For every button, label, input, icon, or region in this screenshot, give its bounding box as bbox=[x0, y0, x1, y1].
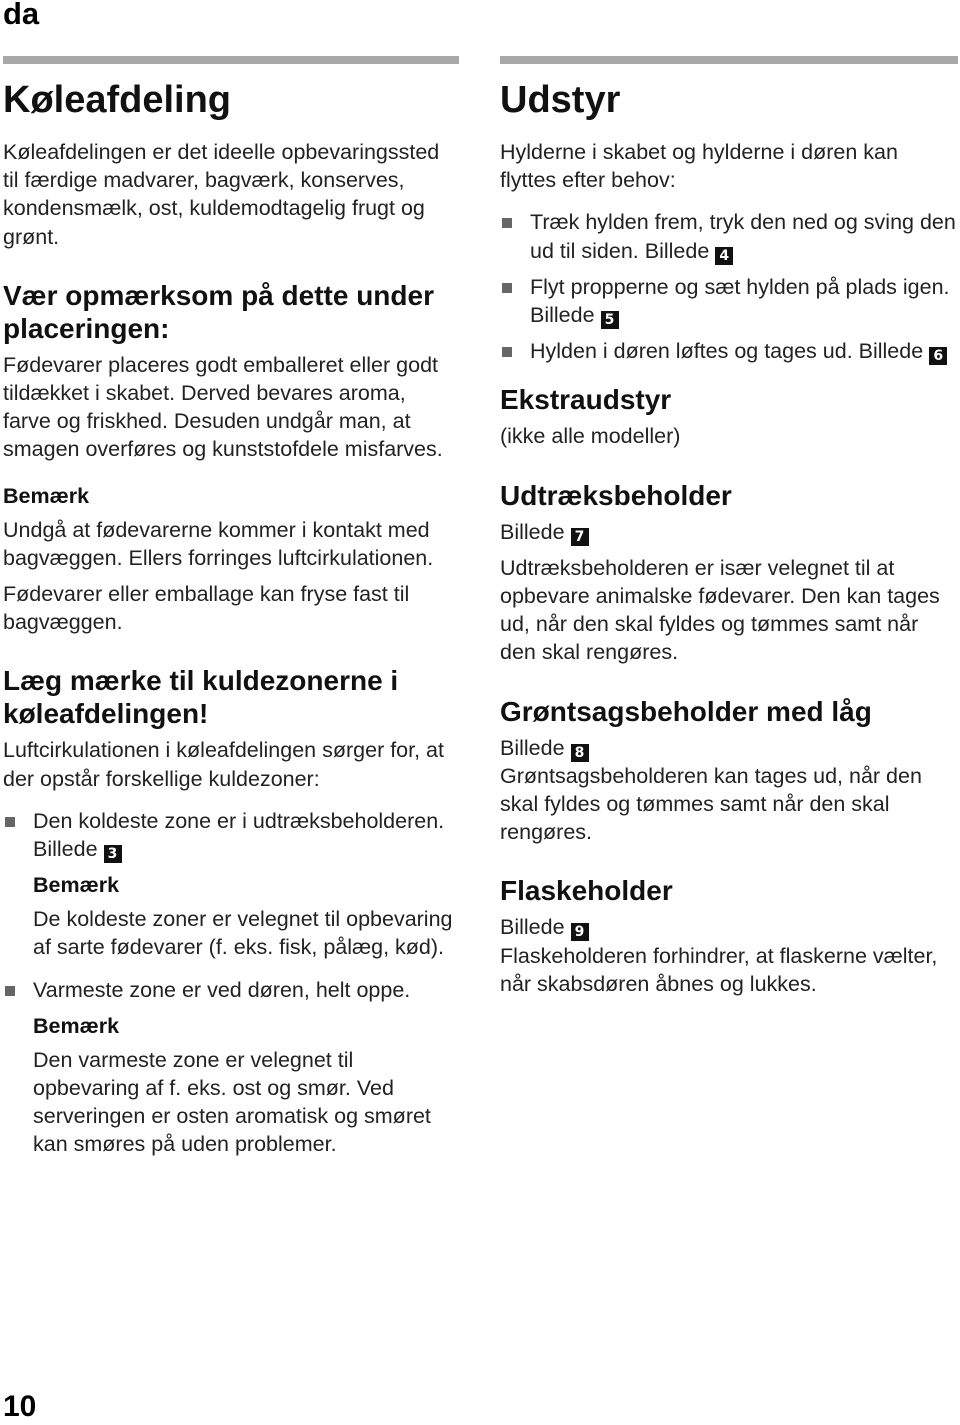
placement-paragraph: Fødevarer placeres godt emballeret eller godt tildækket i skabet. Derved bevares aroma, farve og friskhed. Desuden undgår man, at smagen overføres og kunststofdele misfarves. bbox=[3, 352, 443, 462]
zones-intro: Luftcirkulationen i køleafdelingen sørger for, at der opstår forskellige kuldezoner: bbox=[3, 738, 444, 791]
udstyr-intro: Hylderne i skabet og hylderne i døren kan flyttes efter behov: bbox=[500, 140, 898, 193]
extra-subtitle: (ikke alle modeller) bbox=[500, 424, 681, 449]
square-bullet-icon bbox=[502, 218, 512, 228]
left-column bbox=[3, 56, 459, 1159]
intro-paragraph: Køleafdelingen er det ideelle opbevaringssted til færdige madvarer, bagværk, konserves, kondensmælk, ost, kuldemodtagelig frugt og grønt. bbox=[3, 140, 440, 249]
zone-text: Den koldeste zone er i udtræksbeholderen. Billede bbox=[33, 808, 445, 862]
zone-note bbox=[3, 871, 459, 961]
step-text: Træk hylden frem, tryk den ned og sving den ud til siden. Billede bbox=[530, 210, 956, 263]
heading-extra-equipment: Ekstraudstyr bbox=[500, 384, 672, 416]
right-column bbox=[500, 56, 958, 998]
figure-number-badge: 8 bbox=[571, 744, 589, 762]
square-bullet-icon bbox=[5, 817, 15, 827]
heading-drawer: Udtræksbeholder bbox=[500, 479, 732, 511]
note-label: Bemærk bbox=[3, 483, 90, 508]
section-title-udstyr: Udstyr bbox=[500, 79, 621, 121]
heading-placement: Vær opmærksom på dette under placeringen: bbox=[3, 279, 434, 344]
zone-note bbox=[3, 1012, 459, 1159]
bottle-paragraph: Flaskeholderen forhindrer, at flaskerne vælter, når skabsdøren åbnes og lukkes. bbox=[500, 943, 938, 996]
zones-list-2 bbox=[3, 976, 459, 1004]
heading-bottle-holder: Flaskeholder bbox=[500, 875, 673, 907]
figure-label: Billede bbox=[500, 915, 565, 940]
bottle-figure-ref bbox=[500, 913, 958, 941]
list-item bbox=[3, 807, 459, 863]
section-rule bbox=[500, 56, 958, 64]
figure-number-badge: 4 bbox=[715, 247, 733, 265]
figure-number-badge: 3 bbox=[104, 845, 122, 863]
note-label: Bemærk bbox=[33, 873, 120, 898]
figure-label: Billede bbox=[500, 735, 565, 760]
figure-number-badge: 9 bbox=[571, 923, 589, 941]
page-number: 10 bbox=[3, 1390, 37, 1423]
note-label: Bemærk bbox=[33, 1013, 120, 1038]
list-item bbox=[500, 273, 958, 329]
heading-vegetable-drawer: Grøntsagsbeholder med låg bbox=[500, 695, 872, 727]
square-bullet-icon bbox=[5, 986, 15, 996]
veg-paragraph: Grøntsagsbeholderen kan tages ud, når den skal fyldes og tømmes samt når den skal rengøres. bbox=[500, 763, 922, 845]
drawer-paragraph: Udtræksbeholderen er især velegnet til at opbevare animalske fødevarer. Den kan tages ud, når den skal fyldes og tømmes samt når den skal rengøres. bbox=[500, 555, 940, 665]
note-paragraph-1: Undgå at fødevarerne kommer i kontakt med bagvæggen. Ellers forringes luftcirkulationen. bbox=[3, 517, 434, 570]
zone-text: Varmeste zone er ved døren, helt oppe. bbox=[33, 977, 411, 1002]
zone-note-text: Den varmeste zone er velegnet til opbevaring af f. eks. ost og smør. Ved serveringen er osten aromatisk og smøret kan smøres på uden problemer. bbox=[33, 1047, 431, 1157]
figure-number-badge: 5 bbox=[601, 311, 619, 329]
step-text: Flyt propperne og sæt hylden på plads igen. Billede bbox=[530, 274, 950, 328]
square-bullet-icon bbox=[502, 347, 512, 357]
list-item bbox=[500, 337, 958, 365]
section-title-koleafdeling: Køleafdeling bbox=[3, 79, 232, 121]
section-rule bbox=[3, 56, 459, 64]
heading-cold-zones: Læg mærke til kuldezonerne i køleafdelingen! bbox=[3, 665, 399, 730]
zones-list bbox=[3, 807, 459, 863]
shelf-steps-list bbox=[500, 208, 958, 365]
list-item bbox=[500, 208, 958, 264]
note-paragraph-2: Fødevarer eller emballage kan fryse fast til bagvæggen. bbox=[3, 582, 410, 635]
square-bullet-icon bbox=[502, 283, 512, 293]
language-code: da bbox=[3, 0, 40, 31]
figure-label: Billede bbox=[500, 519, 565, 544]
step-text: Hylden i døren løftes og tages ud. Billede bbox=[530, 339, 924, 364]
zone-note-text: De koldeste zoner er velegnet til opbevaring af sarte fødevarer (f. eks. fisk, pålæg, kød). bbox=[33, 907, 453, 960]
veg-figure-ref bbox=[500, 734, 958, 762]
list-item bbox=[3, 976, 459, 1004]
figure-number-badge: 6 bbox=[929, 347, 947, 365]
figure-number-badge: 7 bbox=[571, 528, 589, 546]
drawer-figure-ref bbox=[500, 518, 958, 546]
